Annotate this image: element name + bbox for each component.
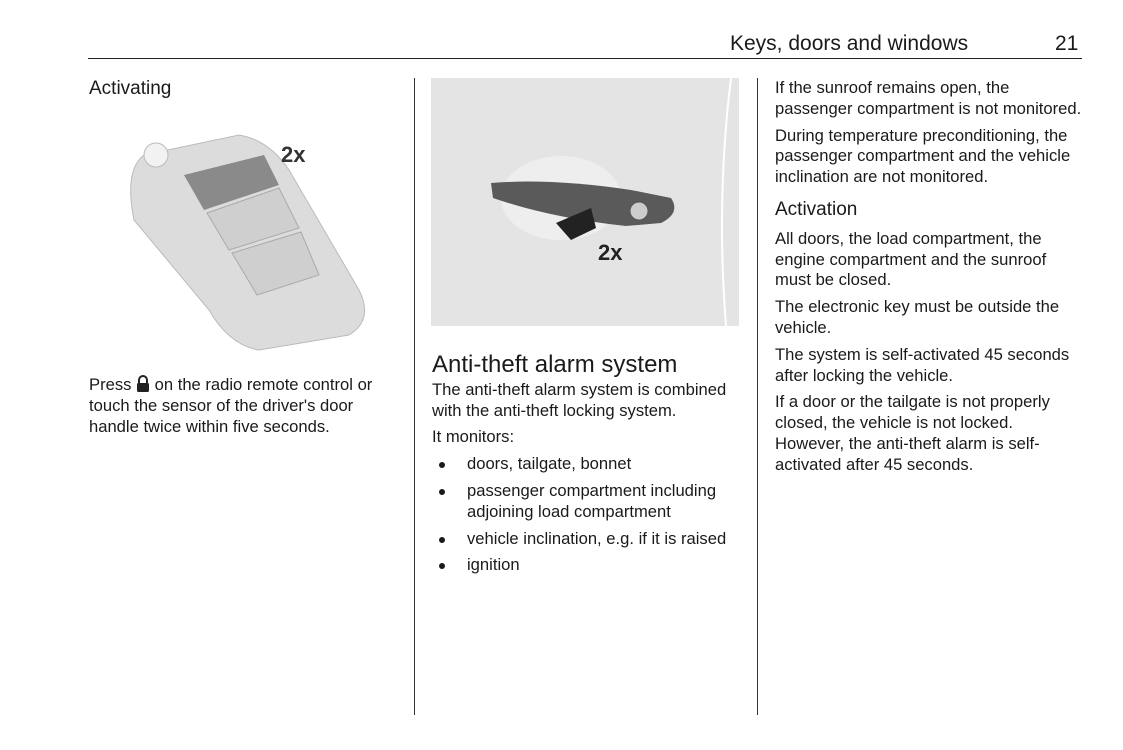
paragraph: The system is self-activated 45 seconds after locking the vehicle.: [775, 344, 1070, 385]
heading-activation: Activation: [775, 198, 858, 220]
column-divider: [414, 78, 415, 715]
lock-icon: [136, 375, 150, 392]
list-item: passenger compartment including adjoining load compartment: [432, 481, 742, 523]
paragraph: If the sunroof remains open, the passenger compartment is not monitored.: [775, 78, 1082, 118]
heading-anti-theft: Anti-theft alarm system: [432, 351, 678, 378]
figure-label: 2x: [598, 240, 623, 265]
monitor-list: [432, 454, 742, 576]
list-item: ignition: [432, 555, 742, 576]
paragraph: If a door or the tailgate is not properly closed, the vehicle is not locked. However, the anti-theft alarm is self-activated after 45 seconds.: [775, 392, 1050, 474]
door-handle-figure: [431, 78, 739, 326]
list-item: doors, tailgate, bonnet: [432, 454, 742, 475]
list-item: vehicle inclination, e.g. if it is raised: [432, 529, 742, 550]
paragraph: The electronic key must be outside the vehicle.: [775, 297, 1060, 337]
paragraph: During temperature preconditioning, the passenger compartment and the vehicle inclination are not monitored.: [775, 125, 1071, 187]
section-title: Keys, doors and windows: [730, 32, 969, 55]
paragraph: It monitors:: [432, 427, 515, 447]
page-number: 21: [1055, 32, 1079, 55]
column-1-body: Press on the radio remote control or touch the sensor of the driver's door handle twice within five seconds.: [89, 375, 373, 436]
paragraph: The anti-theft alarm system is combined with the anti-theft locking system.: [432, 379, 727, 420]
column-divider: [757, 78, 758, 715]
column-1: [89, 79, 399, 100]
figure-label: 2x: [281, 142, 306, 167]
heading-activating: Activating: [89, 78, 172, 99]
paragraph: All doors, the load compartment, the engine compartment and the sunroof must be closed.: [775, 228, 1047, 290]
remote-key-figure: [89, 110, 395, 360]
header-rule: [88, 58, 1082, 59]
column-3-body: [775, 78, 1085, 482]
column-2-body: [432, 351, 742, 582]
